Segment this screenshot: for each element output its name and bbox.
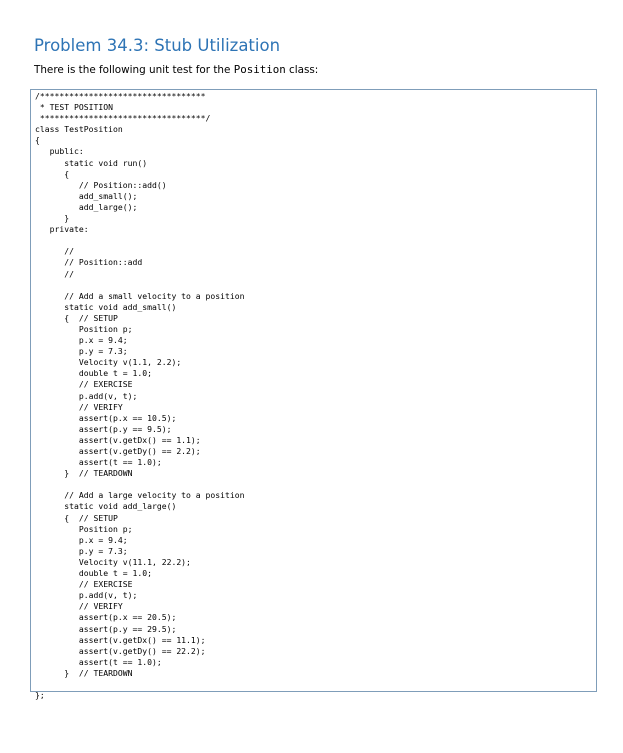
intro-paragraph — [34, 63, 318, 76]
code-listing-box — [30, 89, 597, 701]
code-line: // Add a large velocity to a position — [35, 490, 245, 501]
intro-text-after: class: — [285, 64, 319, 76]
code-line: **********************************/ — [35, 113, 211, 124]
code-line: assert(p.x == 10.5); — [35, 412, 177, 423]
code-line: p.add(v, t); — [35, 590, 138, 601]
code-line: p.x = 9.4; — [35, 335, 128, 346]
code-line: assert(v.getDy() == 2.2); — [35, 446, 201, 456]
code-line: Position p; — [35, 323, 133, 334]
code-line: double t = 1.0; — [35, 368, 152, 379]
code-line: { // SETUP — [35, 312, 118, 323]
code-line: assert(t == 1.0); — [35, 457, 162, 468]
code-line: // — [35, 268, 74, 279]
code-line — [35, 679, 245, 690]
code-line: Velocity v(11.1, 22.2); — [35, 556, 191, 567]
code-line: assert(p.x == 20.5); — [35, 612, 177, 623]
code-line: static void run() — [35, 157, 148, 168]
code-line: // VERIFY — [35, 401, 123, 412]
code-listing — [35, 91, 245, 701]
code-line: private: — [35, 224, 89, 235]
code-line: Position p; — [35, 523, 133, 534]
code-line: } — [35, 213, 70, 224]
intro-class-name: Position — [233, 63, 286, 76]
code-line: static void add_small() — [35, 301, 177, 312]
code-line: // Position::add() — [35, 179, 167, 190]
intro-text-before: There is the following unit test for the — [34, 64, 234, 76]
code-line: }; — [35, 690, 45, 701]
page-title: Problem 34.3: Stub Utilization — [34, 36, 281, 55]
code-line — [35, 479, 245, 490]
code-line: p.y = 7.3; — [35, 346, 128, 357]
code-line: assert(t == 1.0); — [35, 656, 162, 667]
code-line: assert(v.getDx() == 11.1); — [35, 634, 206, 645]
code-line: // — [35, 246, 74, 257]
code-line: // EXERCISE — [35, 379, 133, 390]
code-line: // VERIFY — [35, 601, 123, 612]
code-line: class TestPosition — [35, 124, 123, 135]
code-line: // Add a small velocity to a position — [35, 290, 245, 301]
code-line: // EXERCISE — [35, 579, 133, 590]
code-line: assert(v.getDy() == 22.2); — [35, 645, 206, 656]
code-line: p.y = 7.3; — [35, 545, 128, 556]
code-line: p.add(v, t); — [35, 390, 138, 401]
code-line — [35, 235, 245, 246]
code-line: assert(p.y == 9.5); — [35, 423, 172, 434]
code-line: { — [35, 168, 70, 179]
code-line: double t = 1.0; — [35, 568, 152, 579]
code-line: public: — [35, 146, 84, 157]
code-line: } // TEARDOWN — [35, 468, 133, 479]
code-line: } // TEARDOWN — [35, 667, 133, 678]
code-line: static void add_large() — [35, 501, 177, 512]
code-line: assert(v.getDx() == 1.1); — [35, 434, 201, 445]
code-line: { // SETUP — [35, 512, 118, 523]
code-line: { — [35, 135, 40, 146]
code-line: assert(p.y == 29.5); — [35, 623, 177, 634]
code-line: add_large(); — [35, 201, 138, 212]
code-line: Velocity v(1.1, 2.2); — [35, 357, 182, 368]
code-line: * TEST POSITION — [35, 102, 113, 113]
code-line — [35, 280, 245, 291]
code-line: add_small(); — [35, 190, 138, 201]
code-line: // Position::add — [35, 257, 143, 268]
code-line: /********************************** — [35, 91, 206, 101]
code-line: p.x = 9.4; — [35, 534, 128, 545]
